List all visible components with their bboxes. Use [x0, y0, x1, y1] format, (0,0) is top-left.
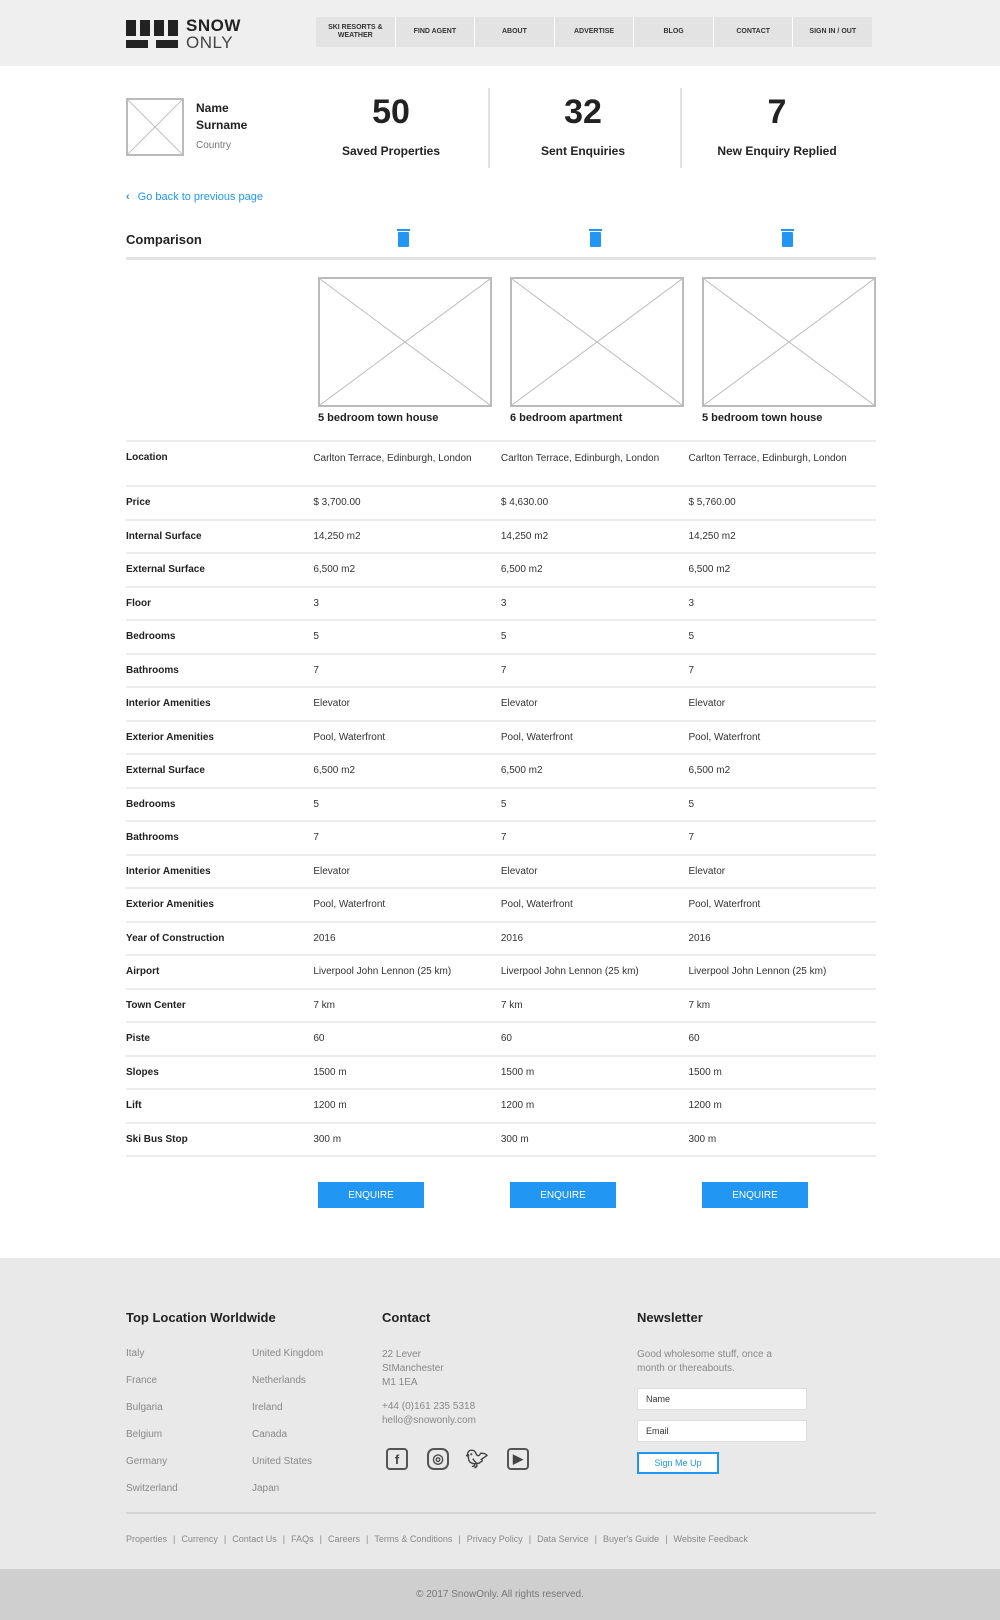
property-2-title[interactable]: 6 bedroom apartment: [510, 412, 623, 424]
row-value: 6,500 m2: [500, 765, 543, 777]
location-link[interactable]: France: [126, 1375, 158, 1386]
table-row: [126, 621, 876, 655]
footer-link[interactable]: Properties: [126, 1534, 168, 1544]
row-value: Pool, Waterfront: [313, 899, 386, 911]
row-value: Liverpool John Lennon (25 km): [500, 966, 639, 978]
stat-sent-enquiries[interactable]: [488, 88, 678, 158]
footer-link[interactable]: FAQs: [291, 1534, 314, 1544]
table-row: [126, 789, 876, 823]
table-row: [126, 588, 876, 622]
divider: [126, 1512, 876, 1514]
row-value: 1500 m: [500, 1066, 535, 1078]
link-separator: |: [319, 1534, 322, 1544]
row-value: $ 3,700.00: [313, 497, 361, 509]
newsletter-title: Newsletter: [637, 1310, 703, 1325]
footer-link[interactable]: Website Feedback: [673, 1534, 748, 1544]
row-value: 5: [688, 631, 694, 643]
top-locations-title: Top Location Worldwide: [126, 1310, 276, 1325]
row-label: Exterior Amenities: [126, 731, 214, 743]
main-nav: [316, 17, 872, 47]
nav-contact[interactable]: CONTACT: [714, 17, 794, 47]
location-link[interactable]: Japan: [252, 1483, 280, 1494]
footer-link[interactable]: Currency: [181, 1534, 218, 1544]
link-separator: |: [282, 1534, 286, 1544]
row-value: 7: [313, 832, 319, 844]
row-label: External Surface: [126, 564, 205, 576]
copyright-bar: [0, 1569, 1000, 1620]
nav-blog[interactable]: BLOG: [634, 17, 714, 47]
link-separator: |: [665, 1534, 668, 1544]
row-value: $ 5,760.00: [688, 497, 736, 509]
contact-phone[interactable]: +44 (0)161 235 5318: [382, 1401, 476, 1412]
row-value: 300 m: [313, 1133, 342, 1145]
row-value: 60: [688, 1033, 700, 1045]
row-value: $ 4,630.00: [500, 497, 549, 509]
stat-label: New Enquiry Replied: [717, 144, 837, 158]
table-row: [126, 442, 876, 487]
location-link[interactable]: Switzerland: [126, 1483, 178, 1494]
row-label: Airport: [126, 966, 160, 978]
table-row: [126, 1023, 876, 1057]
nav-advertise[interactable]: ADVERTISE: [555, 17, 635, 47]
footer-links: [126, 1534, 876, 1544]
row-value: Liverpool John Lennon (25 km): [688, 966, 827, 978]
comparison-title: Comparison: [126, 232, 202, 247]
property-3-title[interactable]: 5 bedroom town house: [702, 412, 823, 424]
row-value: 5: [313, 798, 319, 810]
row-value: 2016: [688, 932, 711, 944]
location-link[interactable]: Bulgaria: [126, 1402, 163, 1413]
row-label: Bathrooms: [126, 664, 179, 676]
table-row: [126, 1057, 876, 1091]
row-value: 60: [313, 1033, 325, 1045]
link-separator: |: [365, 1534, 369, 1544]
location-link[interactable]: Ireland: [252, 1402, 283, 1413]
table-row: [126, 856, 876, 890]
profile-summary: [126, 88, 876, 168]
row-value: 14,250 m2: [313, 530, 361, 542]
table-row: [126, 722, 876, 756]
nav-about[interactable]: ABOUT: [475, 17, 555, 47]
row-value: 7: [313, 664, 319, 676]
row-label: Internal Surface: [126, 530, 202, 542]
newsletter-email-input[interactable]: Email: [637, 1420, 807, 1442]
row-label: Slopes: [126, 1066, 159, 1078]
row-value: 3: [688, 597, 694, 609]
stat-number: 32: [564, 93, 602, 131]
back-link[interactable]: [126, 191, 263, 203]
row-value: 5: [313, 631, 319, 643]
row-value: 1200 m: [313, 1100, 347, 1112]
table-row: [126, 755, 876, 789]
site-header: [0, 0, 1000, 66]
nav-sign-in-out[interactable]: SIGN IN / OUT: [809, 28, 857, 35]
stat-label: Saved Properties: [341, 144, 441, 158]
footer-link[interactable]: Data Service: [537, 1534, 589, 1544]
nav-ski-resorts[interactable]: SKI RESORTS & WEATHER: [316, 17, 396, 47]
delete-property-2-icon[interactable]: [590, 232, 601, 247]
row-value: 6,500 m2: [313, 564, 356, 576]
table-row: [126, 822, 876, 856]
row-value: Pool, Waterfront: [313, 731, 386, 743]
row-value: Elevator: [313, 865, 350, 877]
table-row: [126, 990, 876, 1024]
link-separator: |: [223, 1534, 227, 1544]
row-label: Lift: [126, 1100, 142, 1112]
location-link[interactable]: United Kingdom: [252, 1348, 324, 1359]
row-value: Elevator: [688, 865, 726, 877]
footer-link[interactable]: Contact Us: [232, 1534, 277, 1544]
row-value: 3: [313, 597, 319, 609]
logo-mark-icon: [126, 18, 178, 50]
link-separator: |: [528, 1534, 532, 1544]
location-link[interactable]: Canada: [252, 1429, 288, 1440]
row-label: Ski Bus Stop: [126, 1133, 188, 1145]
profile-country: Country: [196, 140, 232, 151]
row-value: 60: [500, 1033, 512, 1045]
location-link[interactable]: Belgium: [126, 1429, 163, 1440]
row-label: Piste: [126, 1033, 150, 1045]
row-value: Pool, Waterfront: [688, 731, 761, 743]
row-value: 7: [500, 832, 507, 844]
row-value: 7 km: [688, 999, 711, 1011]
property-1-image[interactable]: [318, 277, 492, 407]
enquire-button-3[interactable]: ENQUIRE: [702, 1182, 808, 1208]
row-value: 14,250 m2: [500, 530, 549, 542]
table-row: [126, 1124, 876, 1158]
logo[interactable]: [126, 16, 256, 52]
location-link[interactable]: United States: [252, 1456, 313, 1467]
row-value: 14,250 m2: [688, 530, 736, 542]
sign-me-up-button[interactable]: Sign Me Up: [637, 1452, 719, 1474]
row-value: Carlton Terrace, Edinburgh, London: [313, 453, 472, 464]
address-line: StManchester: [382, 1363, 444, 1374]
row-value: Pool, Waterfront: [500, 899, 573, 911]
footer-link[interactable]: Terms & Conditions: [374, 1534, 453, 1544]
row-value: Carlton Terrace, Edinburgh, London: [500, 453, 660, 464]
row-label: Interior Amenities: [126, 865, 211, 877]
row-value: 300 m: [688, 1133, 717, 1145]
row-value: 7: [500, 664, 507, 676]
row-value: 7 km: [500, 999, 523, 1011]
contact-email[interactable]: hello@snowonly.com: [382, 1415, 476, 1426]
row-value: 5: [500, 631, 507, 643]
row-label: External Surface: [126, 765, 205, 777]
row-value: 1200 m: [688, 1100, 722, 1112]
table-row: [126, 889, 876, 923]
row-value: 5: [688, 798, 694, 810]
footer-link[interactable]: Careers: [327, 1534, 360, 1544]
row-value: Pool, Waterfront: [688, 899, 761, 911]
row-label: Year of Construction: [126, 932, 225, 944]
back-link-label: Go back to previous page: [137, 191, 264, 203]
row-label: Bedrooms: [126, 631, 176, 643]
footer-link[interactable]: Privacy Policy: [466, 1534, 523, 1544]
comparison-table: [126, 442, 876, 1157]
row-value: 2016: [313, 932, 336, 944]
row-value: Pool, Waterfront: [500, 731, 573, 743]
logo-word-bottom: ONLY: [186, 33, 234, 52]
row-value: 2016: [500, 932, 524, 944]
address-line: M1 1EA: [382, 1377, 418, 1388]
stat-label: Sent Enquiries: [540, 144, 626, 158]
row-value: 6,500 m2: [313, 765, 356, 777]
contact-address: [382, 1348, 444, 1390]
table-row: [126, 1090, 876, 1124]
row-label: Location: [126, 452, 168, 463]
youtube-icon[interactable]: ▶: [507, 1448, 529, 1470]
row-value: Carlton Terrace, Edinburgh, London: [688, 453, 847, 464]
property-3-image[interactable]: [702, 277, 876, 407]
address-line: 22 Lever: [382, 1349, 421, 1360]
delete-property-1-icon[interactable]: [398, 232, 409, 247]
row-value: 1500 m: [313, 1066, 347, 1078]
newsletter-text: Good wholesome stuff, once a month or thereabouts.: [637, 1349, 772, 1374]
row-value: 6,500 m2: [500, 564, 543, 576]
row-value: 5: [500, 798, 507, 810]
row-value: 1200 m: [500, 1100, 535, 1112]
row-value: 3: [500, 597, 507, 609]
row-value: Elevator: [313, 698, 350, 710]
nav-find-agent[interactable]: FIND AGENT: [396, 17, 476, 47]
link-separator: |: [594, 1534, 597, 1544]
table-row: [126, 923, 876, 957]
property-1-title[interactable]: 5 bedroom town house: [318, 412, 439, 424]
newsletter-name-input[interactable]: Name: [637, 1388, 807, 1410]
row-value: 1500 m: [688, 1066, 722, 1078]
logo-word-top: SNOW: [186, 16, 241, 35]
stat-new-enquiry-replied[interactable]: [678, 88, 876, 158]
site-footer: [0, 1258, 1000, 1569]
table-row: [126, 487, 876, 521]
table-row: [126, 521, 876, 555]
row-label: Floor: [126, 597, 151, 609]
row-value: Elevator: [500, 698, 538, 710]
stat-number: 50: [372, 93, 410, 131]
delete-property-3-icon[interactable]: [782, 232, 793, 247]
instagram-icon[interactable]: ◎: [427, 1448, 449, 1470]
row-value: 6,500 m2: [688, 765, 731, 777]
avatar: [126, 98, 184, 156]
row-label: Bedrooms: [126, 798, 176, 810]
row-value: 7: [688, 664, 694, 676]
table-row: [126, 956, 876, 990]
stat-saved-properties[interactable]: [296, 88, 486, 158]
chevron-left-icon: ‹: [126, 191, 130, 203]
location-link[interactable]: Germany: [126, 1456, 168, 1467]
row-value: Elevator: [500, 865, 538, 877]
contact-title: Contact: [382, 1310, 431, 1325]
stat-number: 7: [767, 93, 787, 131]
comparison-header: [126, 228, 876, 260]
row-label: Price: [126, 497, 151, 509]
profile-name: Name Surname: [196, 101, 248, 132]
row-value: Liverpool John Lennon (25 km): [313, 966, 452, 978]
row-value: 7 km: [313, 999, 335, 1011]
row-label: Town Center: [126, 999, 186, 1011]
twitter-icon[interactable]: 🐦︎: [465, 1448, 489, 1469]
property-2-image[interactable]: [510, 277, 684, 407]
row-value: 300 m: [500, 1133, 529, 1145]
facebook-icon[interactable]: f: [386, 1448, 408, 1470]
location-link[interactable]: Italy: [126, 1348, 145, 1359]
row-value: 6,500 m2: [688, 564, 731, 576]
row-value: Elevator: [688, 698, 726, 710]
table-row: [126, 655, 876, 689]
table-row: [126, 688, 876, 722]
location-link[interactable]: Netherlands: [252, 1375, 306, 1386]
enquire-button-2[interactable]: ENQUIRE: [510, 1182, 616, 1208]
link-separator: |: [458, 1534, 461, 1544]
enquire-button-1[interactable]: ENQUIRE: [318, 1182, 424, 1208]
footer-link[interactable]: Buyer's Guide: [602, 1534, 660, 1544]
copyright-text: © 2017 SnowOnly. All rights reserved.: [416, 1589, 584, 1600]
link-separator: |: [173, 1534, 176, 1544]
table-row: [126, 554, 876, 588]
row-label: Interior Amenities: [126, 698, 211, 710]
row-label: Exterior Amenities: [126, 899, 214, 911]
row-label: Bathrooms: [126, 832, 179, 844]
row-value: 7: [688, 832, 694, 844]
